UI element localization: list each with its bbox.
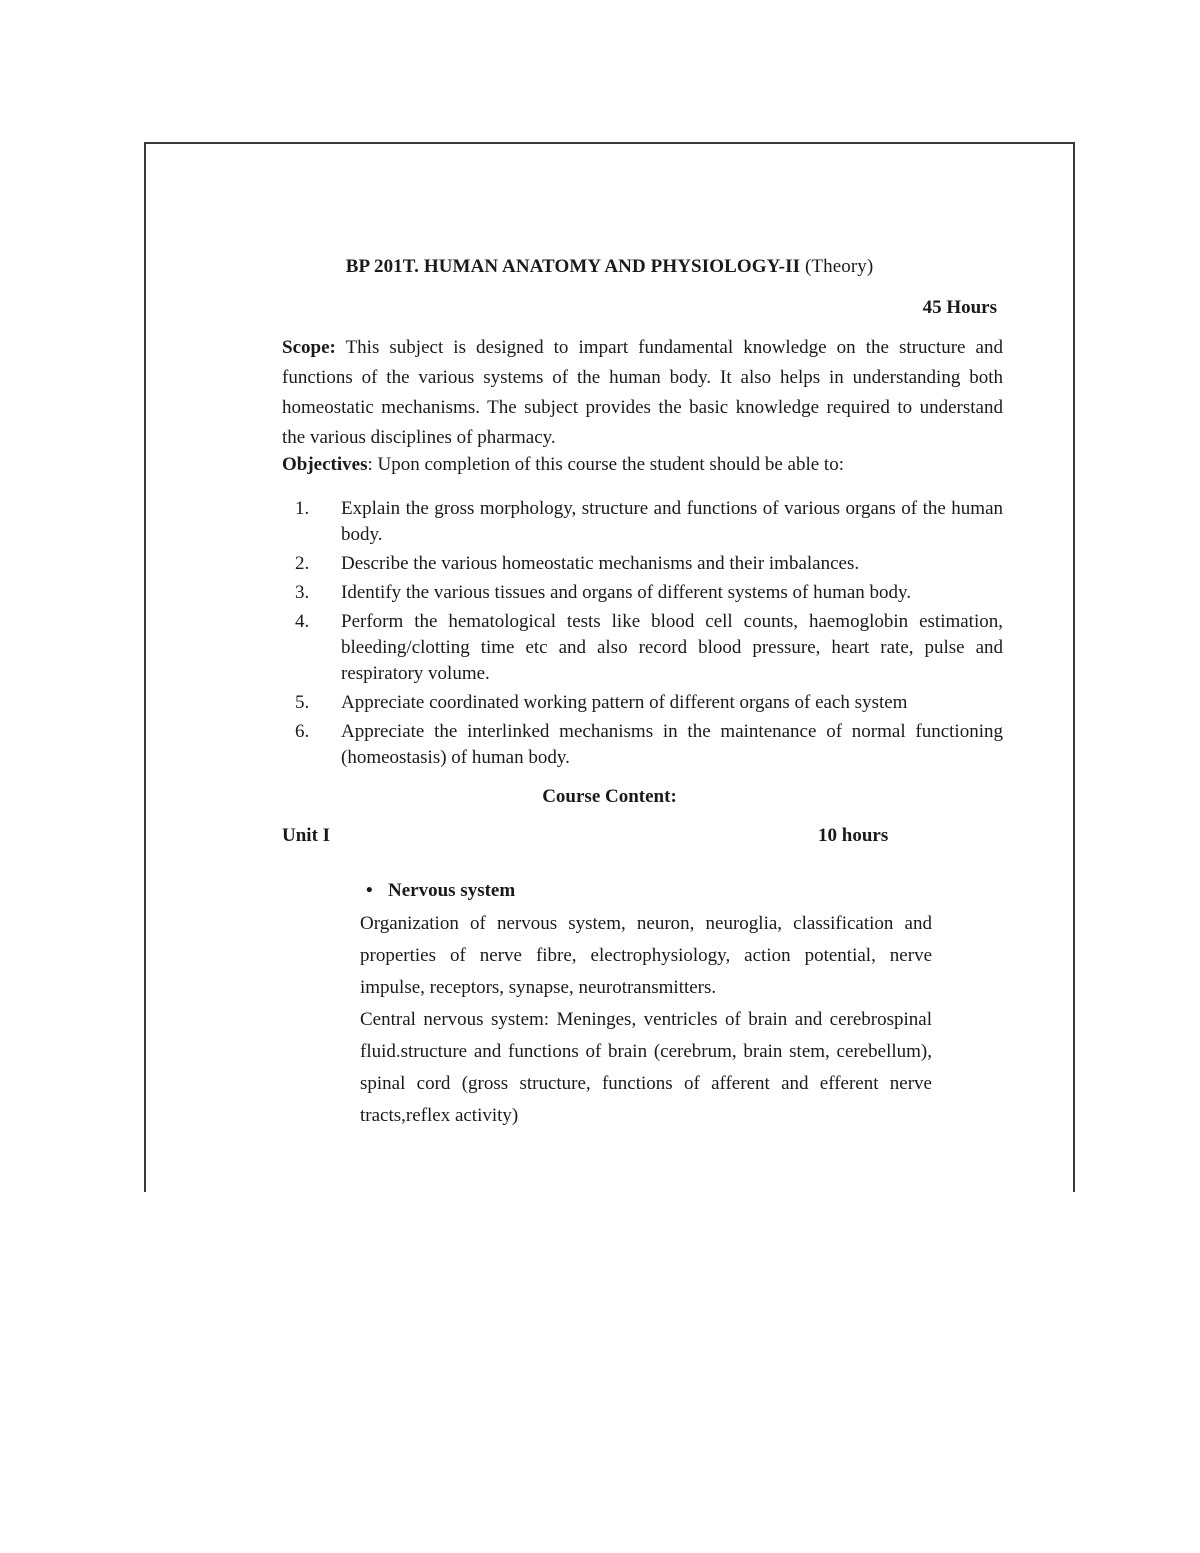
list-item-number: 1. — [295, 498, 310, 519]
title-suffix: (Theory) — [804, 256, 874, 277]
list-item — [295, 580, 1003, 606]
title-text: BP 201T. HUMAN ANATOMY AND PHYSIOLOGY-II — [345, 256, 801, 277]
list-item — [295, 690, 1003, 716]
topic-title: Nervous system — [388, 880, 516, 901]
scope-paragraph — [282, 333, 1003, 453]
nervous-system-paragraph: Organization of nervous system, neuron, neuroglia, classification and properties of nerve fibre, electrophysiology, action potential, nerve impulse, receptors, synapse, neurotransmitters. — [360, 913, 932, 998]
list-item — [295, 496, 1003, 548]
list-item-text: Appreciate the interlinked mechanisms in the maintenance of normal functioning (homeostasis) of human body. — [341, 721, 1003, 768]
list-item-text: Appreciate coordinated working pattern of different organs of each system — [341, 692, 908, 713]
cns-paragraph: Central nervous system: Meninges, ventricles of brain and cerebrospinal fluid.structure and functions of brain (cerebrum, brain stem, cerebellum), spinal cord (gross structure, functions of afferent and efferent nerve tracts,reflex activity) — [360, 1009, 932, 1126]
list-item — [295, 551, 1003, 577]
list-item-number: 6. — [295, 721, 310, 742]
course-content-heading: Course Content: — [542, 786, 677, 807]
total-hours: 45 Hours — [922, 297, 997, 318]
list-item-number: 4. — [295, 611, 310, 632]
document-title — [144, 256, 1075, 278]
list-item-number: 5. — [295, 692, 310, 713]
topic-heading — [366, 880, 515, 902]
objectives-label: Objectives — [282, 454, 368, 475]
list-item — [295, 719, 1003, 771]
bullet-icon: • — [366, 880, 373, 901]
list-item-text: Perform the hematological tests like blood cell counts, haemoglobin estimation, bleeding/clotting time etc and also record blood pressure, heart rate, pulse and respiratory volume. — [341, 611, 1003, 684]
list-item-number: 2. — [295, 553, 310, 574]
list-item-text: Explain the gross morphology, structure and functions of various organs of the human body. — [341, 498, 1003, 545]
unit-hours: 10 hours — [818, 825, 889, 846]
scope-text: This subject is designed to impart fundamental knowledge on the structure and functions of the various systems of the human body. It also helps in understanding both homeostatic mechanisms. The subject provides the basic knowledge required to understand the various disciplines of pharmacy. — [282, 337, 1003, 448]
list-item-number: 3. — [295, 582, 310, 603]
objectives-list — [295, 496, 1003, 774]
list-item-text: Identify the various tissues and organs of different systems of human body. — [341, 582, 912, 603]
objectives-text: : Upon completion of this course the student should be able to: — [367, 454, 844, 475]
list-item — [295, 609, 1003, 687]
objectives-intro — [282, 454, 844, 476]
scope-label: Scope: — [282, 337, 336, 358]
unit-label: Unit I — [282, 825, 331, 846]
list-item-text: Describe the various homeostatic mechanisms and their imbalances. — [341, 553, 860, 574]
